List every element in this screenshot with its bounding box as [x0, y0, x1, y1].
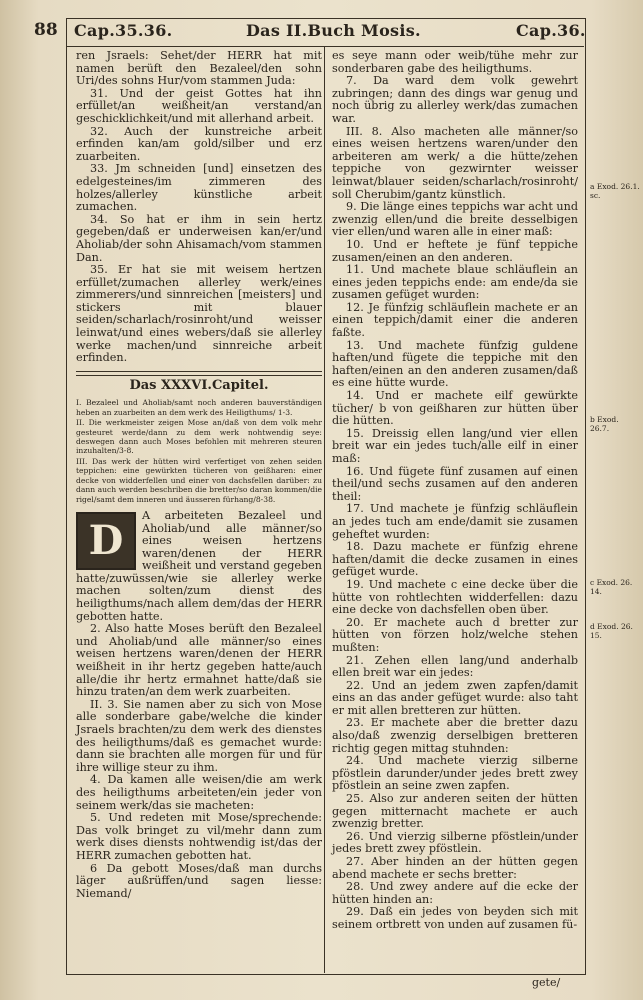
- right-column: [332, 50, 578, 932]
- verse-22: 22. Und an jedem zwen zapfen/damit eins an das ander gefüget wurde: also taht er mit allen bretteren zur hütten.: [332, 678, 578, 717]
- verse-24: 24. Und machete vierzig silberne pföstlein darunder/under jedes brett zwey pföstlein an seine zwen zapfen.: [332, 754, 578, 793]
- verse-19: 19. Und machete c eine decke über die hütte von rohtlechten widderfellen: dazu eine decke von dachsfellen oben über.: [332, 577, 578, 617]
- summary-item: II. Die werkmeister zeigen Mose an/daß von dem volk mehr gesteuret werde/dann zu dem werk nohtwendig seye: deswegen dann auch Moses befohlen mit mehreren steuren inzuhalten/3-8.: [76, 418, 322, 456]
- header-chapter-left: Cap.35.36.: [74, 21, 173, 40]
- verse-27: 27. Aber hinden an der hütten gegen abend machete er sechs bretter:: [332, 855, 578, 881]
- verse-20: 20. Er machete auch d bretter zur hütten von förzen holz/welche stehen mußten:: [332, 615, 578, 654]
- verse-11: 11. Und machete blaue schläuflein an eines jeden teppichs ende: am ende/da sie zusamen gefüget wurden:: [332, 263, 578, 302]
- verse-7: 7. Da ward dem volk gewehrt zubringen; dann des dings war genug und noch übrig zu allerley werk/das zumachen war.: [332, 74, 578, 125]
- verse-35: 35. Er hat sie mit weisem hertzen erfüllet/zumachen allerley werk/eines zimmerers/und sinnreichen [meisters] und stickers mit blauer seiden/scharlach/rosinroht/und weisser leinwat/und eines webers/daß sie allerley werke machen/und sinnreiche arbeit erfinden.: [76, 263, 322, 365]
- page-number: 88: [34, 20, 58, 40]
- verse-23: 23. Er machete aber die bretter dazu also/daß zwenzig derselbigen bretteren richtig gegen mittag stuhnden:: [332, 716, 578, 755]
- verse-31: 31. Und der geist Gottes hat ihn erfüllet/an weißheit/an verstand/an geschicklichkeit/und mit allerhand arbeit.: [76, 86, 322, 125]
- verse-34: 34. So hat er ihm in sein hertz gegeben/daß er underweisen kan/er/und Aholiab/der sohn Ahisamach/vom stammen Dan.: [76, 212, 322, 264]
- catchword: gete/: [532, 976, 561, 989]
- opening-paragraph: [76, 510, 322, 623]
- verse-32: 32. Auch der kunstreiche arbeit erfinden kan/am gold/silber und erz zuarbeiten.: [76, 124, 322, 163]
- verse-13: 13. Und machete fünfzig guldene haften/und fügete die teppiche mit den haften/einen an den anderen zusamen/daß es eine hütte wurde.: [332, 338, 578, 390]
- verse-16: 16. Und fügete fünf zusamen auf einen theil/und sechs zusamen auf den anderen theil:: [332, 464, 578, 503]
- verse-5: 5. Und redeten mit Mose/sprechende: Das volk bringet zu vil/mehr dann zum werk dises diensts nohtwendig ist/das der HERR zumachen gebotten hat.: [76, 811, 322, 862]
- margin-note-d: d Exod. 26. 15.: [590, 622, 633, 640]
- left-column: [76, 50, 322, 900]
- header-book-title: Das II.Buch Mosis.: [246, 21, 421, 40]
- verse-26: 26. Und vierzig silberne pföstlein/under jedes brett zwey pföstlein.: [332, 829, 578, 856]
- margin-note-b: b Exod. 26.7.: [590, 415, 619, 433]
- verse-25: 25. Also zur anderen seiten der hütten gegen mitternacht machete er auch zwenzig bretter.: [332, 792, 578, 831]
- verse-10: 10. Und er heftete je fünf teppiche zusamen/einen an den anderen.: [332, 237, 578, 264]
- drop-cap-letter: D: [88, 516, 124, 564]
- summary-item: III. Das werk der hütten wird verfertiget von zehen seiden teppichen: eine gewürkten tücheren von geißharen: einer decke von widderfellen und einer von dachsfellen darüber: zu dann auch werden beschriben die bretter/so daran kommen/die rigel/samt dem inneren und äusseren fürhang/8-38.: [76, 456, 322, 504]
- verse-21: 21. Zehen ellen lang/und anderhalb ellen breit war ein jedes:: [332, 653, 578, 680]
- verse-4: 4. Da kamen alle weisen/die am werk des heiligthums arbeiteten/ein jeder von seinem werk/das sie macheten:: [76, 773, 322, 812]
- chapter-rule: [76, 371, 322, 376]
- drop-cap-ornament: [76, 512, 136, 570]
- verse-9: 9. Die länge eines teppichs war acht und zwenzig ellen/und die breite desselbigen vier ellen/und waren alle in einer maß:: [332, 200, 578, 239]
- header-chapter-right: Cap.36.: [516, 21, 586, 40]
- verse-15: 15. Dreissig ellen lang/und vier ellen breit war ein jedes tuch/alle eilf in einer maß:: [332, 426, 578, 465]
- verse-18: 18. Dazu machete er fünfzig ehrene haften/damit die decke zusamen in eines gefüget wurde.: [332, 540, 578, 579]
- verse-12: 12. Je fünfzig schläuflein machete er an einen teppich/damit einer die anderen faßte.: [332, 300, 578, 340]
- summary-item: I. Bezaleel und Aholiab/samt noch anderen bauverständigen heben an zuarbeiten an dem werk des Heiligthums/ 1-3.: [76, 398, 322, 417]
- verse-6: 6 Da gebott Moses/daß man durchs läger außrüffen/und sagen liesse: Niemand/: [76, 861, 322, 900]
- margin-note-c: c Exod. 26. 14.: [590, 578, 633, 596]
- paragraph: ren Jsraels: Sehet/der HERR hat mit namen berüft den Bezaleel/den sohn Uri/des sohns Hur/vom stammen Juda:: [76, 49, 322, 88]
- verse-29: 29. Daß ein jedes von beyden sich mit seinem ortbrett von unden auf zusamen fü-: [332, 905, 578, 931]
- column-divider: [324, 46, 325, 973]
- verse-33: 33. Jm schneiden [und] einsetzen des edelgesteines/im zimmeren des holzes/allerley künstliche arbeit zumachen.: [76, 162, 322, 214]
- paragraph: es seye mann oder weib/tühe mehr zur sonderbaren gabe des heiligthums.: [332, 49, 578, 75]
- verse-3: II. 3. Sie namen aber zu sich von Mose alle sonderbare gabe/welche die kinder Jsraels brachten/zu dem werk des dienstes des heiligthums/daß es gemachet wurde: dann sie brachten alle morgen für und für ihre willige steur zu ihm.: [76, 697, 322, 774]
- chapter-title: Das XXXVI.Capitel.: [129, 377, 269, 393]
- verse-17: 17. Und machete je fünfzig schläuflein an jedes tuch am ende/damit sie zusamen geheftet wurden:: [332, 502, 578, 541]
- verse-14: 14. Und er machete eilf gewürkte tücher/ b von geißharen zur hütten über die hütten.: [332, 389, 578, 428]
- verse-28: 28. Und zwey andere auf die ecke der hütten hinden an:: [332, 880, 578, 906]
- margin-note-a: a Exod. 26.1. sc.: [590, 182, 640, 200]
- verse-8: III. 8. Also macheten alle männer/so eines weisen hertzens waren/under den arbeiteren am werk/ a die hütte/zehen teppiche von gezwirnter weisser leinwat/blauer seiden/scharlach/rosinroht/ soll Cherubim/gantz künstlich.: [332, 124, 578, 201]
- verse-2: 2. Also hatte Moses berüft den Bezaleel und Aholiab/und alle männer/so eines weisen hertzens waren/denen der HERR weißheit in ihr hertz gegeben hatte/auch alle/die ihr hertz ermahnet hatte/daß sie hinzu traten/an dem werk zuarbeiten.: [76, 622, 322, 699]
- chapter-summary: [76, 398, 322, 503]
- verse-1: A arbeiteten Bezaleel und Aholiab/und alle männer/so eines weisen hertzens waren/denen der HERR weißheit und verstand gegeben hatte/zuwüssen/wie sie allerley werke machen solten/zum dienst des heiligthums/nach allem dem/das der HERR gebotten hatte.: [76, 508, 322, 623]
